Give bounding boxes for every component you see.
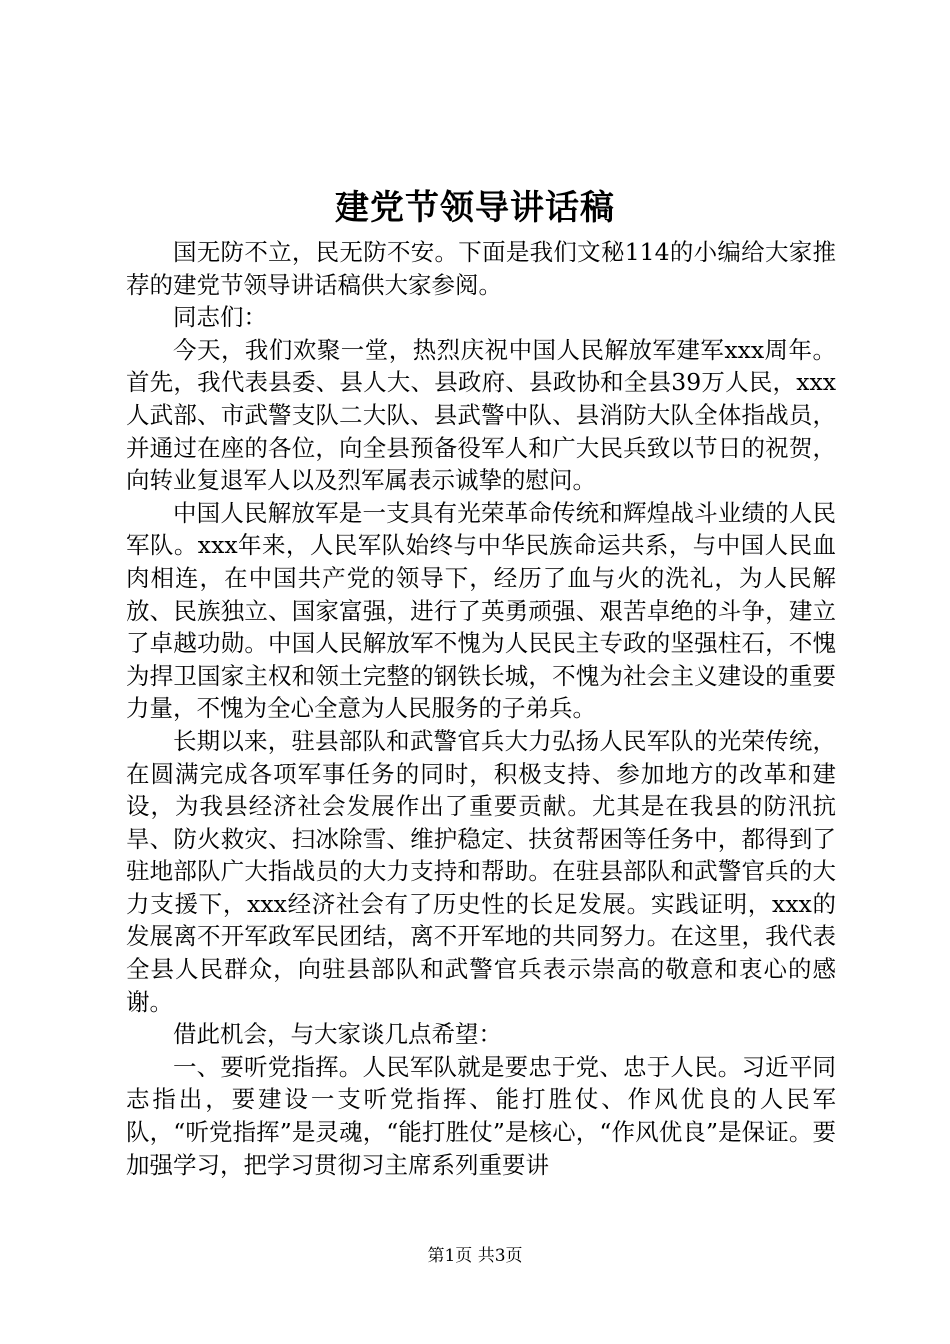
paragraph-point-one: 一、要听党指挥。人民军队就是要忠于党、忠于人民。习近平同志指出，要建设一支听党指挥、能打胜仗、作风优良的人民军队，“听党指挥”是灵魂，“能打胜仗”是核心，“作风优良”是保证。要加强学习，把学习贯彻习主席系列重要讲	[126, 1052, 836, 1179]
paragraph-celebration: 今天，我们欢聚一堂，热烈庆祝中国人民解放军建军xxx周年。首先，我代表县委、县人大、县政府、县政协和全县39万人民，xxx人武部、市武警支队二大队、县武警中队、县消防大队全体指战员，并通过在座的各位，向全县预备役军人和广大民兵致以节日的祝贺，向转业复退军人以及烈军属表示诚挚的慰问。	[126, 335, 836, 495]
paragraph-local-contribution: 长期以来，驻县部队和武警官兵大力弘扬人民军队的光荣传统，在圆满完成各项军事任务的同时，积极支持、参加地方的改革和建设，为我县经济社会发展作出了重要贡献。尤其是在我县的防汛抗旱、防火救灾、扫冰除雪、维护稳定、扶贫帮困等任务中，都得到了驻地部队广大指战员的大力支持和帮助。在驻县部队和武警官兵的大力支援下，xxx经济社会有了历史性的长足发展。实践证明，xxx的发展离不开军政军民团结，离不开军地的共同努力。在这里，我代表全县人民群众，向驻县部队和武警官兵表示崇高的敬意和衷心的感谢。	[126, 726, 836, 1016]
page-footer: 第1页 共3页	[427, 1246, 523, 1266]
paragraph-pla-history: 中国人民解放军是一支具有光荣革命传统和辉煌战斗业绩的人民军队。xxx年来，人民军队始终与中华民族命运共系，与中国人民血肉相连，在中国共产党的领导下，经历了血与火的洗礼，为人民解放、民族独立、国家富强，进行了英勇顽强、艰苦卓绝的斗争，建立了卓越功勋。中国人民解放军不愧为人民民主专政的坚强柱石，不愧为捍卫国家主权和领土完整的钢铁长城，不愧为社会主义建设的重要力量，不愧为全心全意为人民服务的子弟兵。	[126, 498, 836, 723]
document-body	[126, 236, 836, 1181]
paragraph-intro: 国无防不立，民无防不安。下面是我们文秘114的小编给大家推荐的建党节领导讲话稿供大家参阅。	[126, 238, 836, 299]
paragraph-hopes-intro: 借此机会，与大家谈几点希望：	[173, 1020, 502, 1049]
paragraph-salutation: 同志们：	[173, 303, 267, 332]
document-title: 建党节领导讲话稿	[335, 188, 615, 228]
